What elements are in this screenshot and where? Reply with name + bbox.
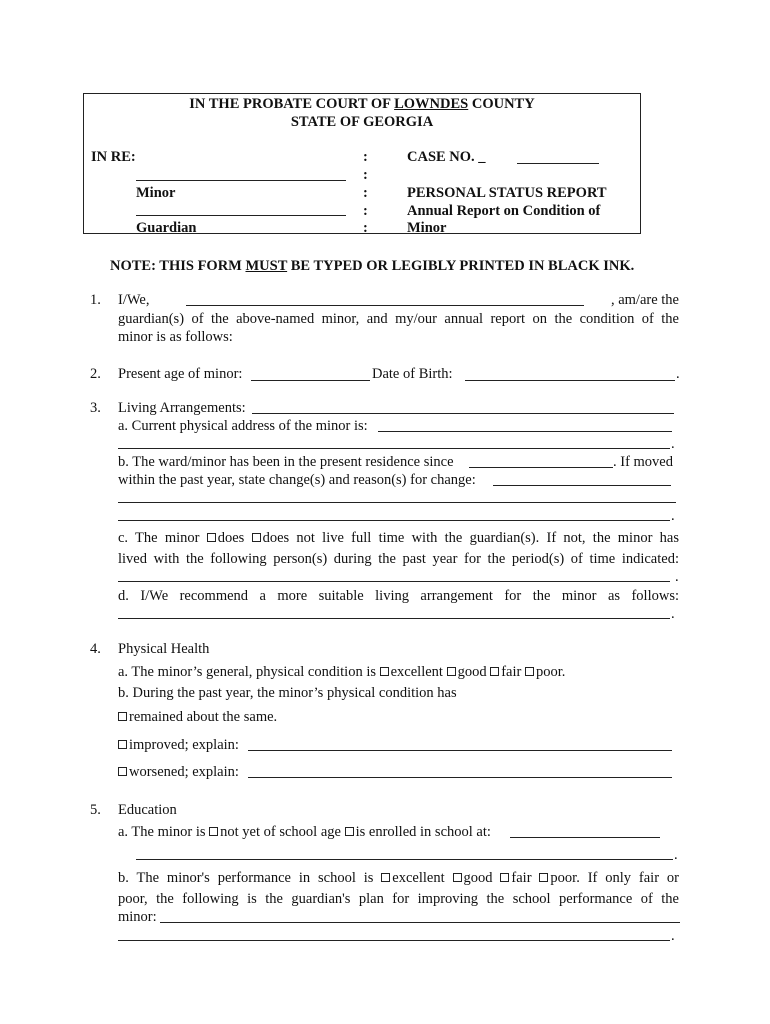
general-condition-line: a. The minor’s general, physical condition is excellent good fair poor. [118, 664, 566, 680]
section1-text: guardian(s) of the above-named minor, and my/our annual report on the condition of the [118, 311, 679, 327]
guardian-lead: I/We, [118, 292, 150, 308]
address-field-line2[interactable] [118, 448, 670, 449]
caption-colon: : [363, 167, 368, 183]
state-title: STATE OF GEORGIA [290, 114, 434, 130]
performance-poor-checkbox[interactable] [539, 873, 548, 882]
not-school-age-checkbox[interactable] [209, 827, 218, 836]
guardian-names-field[interactable] [186, 305, 584, 306]
dob-label: Date of Birth: [372, 366, 453, 382]
improvement-plan-text: poor, the following is the guardian's plan for improving the school performance of the [118, 891, 679, 907]
minor-plan-label: minor: [118, 909, 157, 925]
change-reason-label: within the past year, state change(s) and reason(s) for change: [118, 472, 476, 488]
living-arrangements-title: Living Arrangements: [118, 400, 246, 416]
living-arrangements-field[interactable] [252, 413, 674, 414]
if-moved-text: . If moved [613, 454, 673, 470]
caption-colon: : [363, 149, 368, 165]
improvement-plan-field-line2[interactable] [118, 940, 670, 941]
report-title: PERSONAL STATUS REPORT [407, 185, 607, 201]
report-subtitle: Minor [407, 220, 447, 236]
enrolled-checkbox[interactable] [345, 827, 354, 836]
residence-since-label: b. The ward/minor has been in the present residence since [118, 454, 454, 470]
change-reason-field-line3[interactable] [118, 520, 670, 521]
lived-with-field[interactable] [118, 581, 670, 582]
address-label: a. Current physical address of the minor is: [118, 418, 368, 434]
improved-option: improved; explain: [118, 737, 239, 754]
case-number-field[interactable] [517, 163, 599, 164]
improvement-plan-field[interactable] [160, 922, 680, 923]
excellent-checkbox[interactable] [380, 667, 389, 676]
minor-name-field[interactable] [136, 180, 346, 181]
worsened-checkbox[interactable] [118, 767, 127, 776]
school-name-field[interactable] [510, 837, 660, 838]
caption-colon: : [363, 185, 368, 201]
section-number: 4. [90, 641, 101, 657]
court-title: IN THE PROBATE COURT OF LOWNDES COUNTY [189, 96, 535, 112]
in-re-label: IN RE: [91, 149, 136, 165]
remained-checkbox[interactable] [118, 712, 127, 721]
age-label: Present age of minor: [118, 366, 243, 382]
period: . [676, 366, 680, 382]
does-not-checkbox[interactable] [252, 533, 261, 542]
school-status-line: a. The minor is not yet of school age is enrolled in school at: [118, 824, 491, 840]
county-name: LOWNDES [394, 96, 469, 112]
condition-change-label: b. During the past year, the minor’s physical condition has [118, 685, 457, 701]
period: . [671, 928, 675, 944]
guardian-tail: , am/are the [610, 292, 679, 308]
performance-excellent-checkbox[interactable] [381, 873, 390, 882]
period: . [671, 508, 675, 524]
improved-explain-field[interactable] [248, 750, 672, 751]
residence-since-field[interactable] [469, 467, 613, 468]
good-checkbox[interactable] [447, 667, 456, 676]
guardian-name-field[interactable] [136, 215, 346, 216]
school-name-field-line2[interactable] [136, 859, 673, 860]
worsened-explain-field[interactable] [248, 777, 672, 778]
period: . [675, 569, 679, 585]
change-reason-field[interactable] [493, 485, 671, 486]
lives-with-guardian-line: c. The minor does does not live full time with the guardian(s). If not, the minor has [118, 530, 679, 546]
minor-label: Minor [136, 185, 176, 201]
school-performance-line: b. The minor's performance in school is excellent good fair poor. If only fair or [118, 870, 679, 886]
recommendation-field[interactable] [118, 618, 670, 619]
physical-health-title: Physical Health [118, 641, 210, 657]
case-number-label: CASE NO. _ [407, 149, 486, 165]
note-emphasis: MUST [245, 258, 288, 274]
section1-text: minor is as follows: [118, 329, 233, 345]
change-reason-field-line2[interactable] [118, 502, 676, 503]
period: . [671, 436, 675, 452]
ink-note: NOTE: THIS FORM MUST BE TYPED OR LEGIBLY PRINTED IN BLACK INK. [110, 258, 635, 274]
education-title: Education [118, 802, 177, 818]
dob-field[interactable] [465, 380, 675, 381]
performance-fair-checkbox[interactable] [500, 873, 509, 882]
guardian-label: Guardian [136, 220, 197, 236]
age-field[interactable] [251, 380, 370, 381]
report-subtitle: Annual Report on Condition of [407, 203, 601, 219]
section-number: 1. [90, 292, 101, 308]
recommendation-label: d. I/We recommend a more suitable living arrangement for the minor as follows: [118, 588, 679, 604]
poor-checkbox[interactable] [525, 667, 534, 676]
fair-checkbox[interactable] [490, 667, 499, 676]
section-number: 2. [90, 366, 101, 382]
performance-good-checkbox[interactable] [453, 873, 462, 882]
section-number: 3. [90, 400, 101, 416]
worsened-option: worsened; explain: [118, 764, 239, 781]
caption-colon: : [363, 220, 368, 236]
does-checkbox[interactable] [207, 533, 216, 542]
caption-colon: : [363, 203, 368, 219]
remained-option: remained about the same. [118, 709, 277, 726]
section-number: 5. [90, 802, 101, 818]
lived-with-text: lived with the following person(s) during the past year for the period(s) of time indicated: [118, 551, 679, 567]
address-field[interactable] [378, 431, 672, 432]
improved-checkbox[interactable] [118, 740, 127, 749]
period: . [671, 606, 675, 622]
period: . [674, 847, 678, 863]
